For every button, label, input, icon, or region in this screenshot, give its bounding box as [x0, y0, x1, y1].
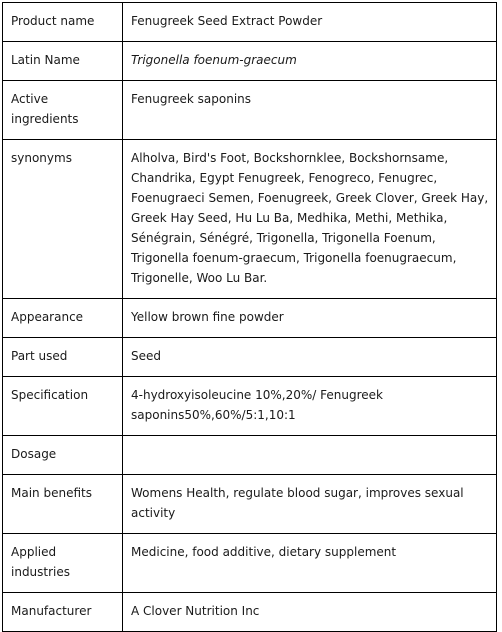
- row-value-active-ingredients: Fenugreek saponins: [123, 81, 497, 140]
- row-label-product-name: Product name: [3, 3, 123, 42]
- row-label-dosage: Dosage: [3, 436, 123, 475]
- table-row: [3, 299, 497, 338]
- row-value-main-benefits: Womens Health, regulate blood sugar, improves sexual activity: [123, 475, 497, 534]
- row-label-applied-industries: Applied industries: [3, 534, 123, 593]
- row-value-latin-name: Trigonella foenum-graecum: [123, 42, 497, 81]
- table-row: [3, 42, 497, 81]
- table-row: [3, 593, 497, 632]
- row-label-active-ingredients: Active ingredients: [3, 81, 123, 140]
- row-value-dosage: [123, 436, 497, 475]
- row-value-appearance: Yellow brown fine powder: [123, 299, 497, 338]
- table-row: [3, 338, 497, 377]
- table-row: [3, 140, 497, 299]
- table-row: [3, 81, 497, 140]
- table-row: [3, 534, 497, 593]
- product-spec-table: [2, 2, 497, 632]
- row-label-latin-name: Latin Name: [3, 42, 123, 81]
- row-value-part-used: Seed: [123, 338, 497, 377]
- row-value-product-name: Fenugreek Seed Extract Powder: [123, 3, 497, 42]
- row-label-specification: Specification: [3, 377, 123, 436]
- table-row: [3, 436, 497, 475]
- row-value-manufacturer: A Clover Nutrition Inc: [123, 593, 497, 632]
- row-value-applied-industries: Medicine, food additive, dietary supplement: [123, 534, 497, 593]
- row-label-main-benefits: Main benefits: [3, 475, 123, 534]
- row-label-manufacturer: Manufacturer: [3, 593, 123, 632]
- row-value-specification: 4-hydroxyisoleucine 10%,20%/ Fenugreek saponins50%,60%/5:1,10:1: [123, 377, 497, 436]
- row-label-appearance: Appearance: [3, 299, 123, 338]
- row-label-synonyms: synonyms: [3, 140, 123, 299]
- table-row: [3, 475, 497, 534]
- table-row: [3, 377, 497, 436]
- row-label-part-used: Part used: [3, 338, 123, 377]
- row-value-synonyms: Alholva, Bird's Foot, Bockshornklee, Bockshornsame, Chandrika, Egypt Fenugreek, Fenogreco, Fenugrec, Foenugraeci Semen, Foenugreek, Greek Clover, Greek Hay, Greek Hay Seed, Hu Lu Ba, Medhika, Methi, Methika, Sénégrain, Sénégré, Trigonella, Trigonella Foenum, Trigonella foenum-graecum, Trigonella foenugraecum, Trigonelle, Woo Lu Bar.: [123, 140, 497, 299]
- table-row: [3, 3, 497, 42]
